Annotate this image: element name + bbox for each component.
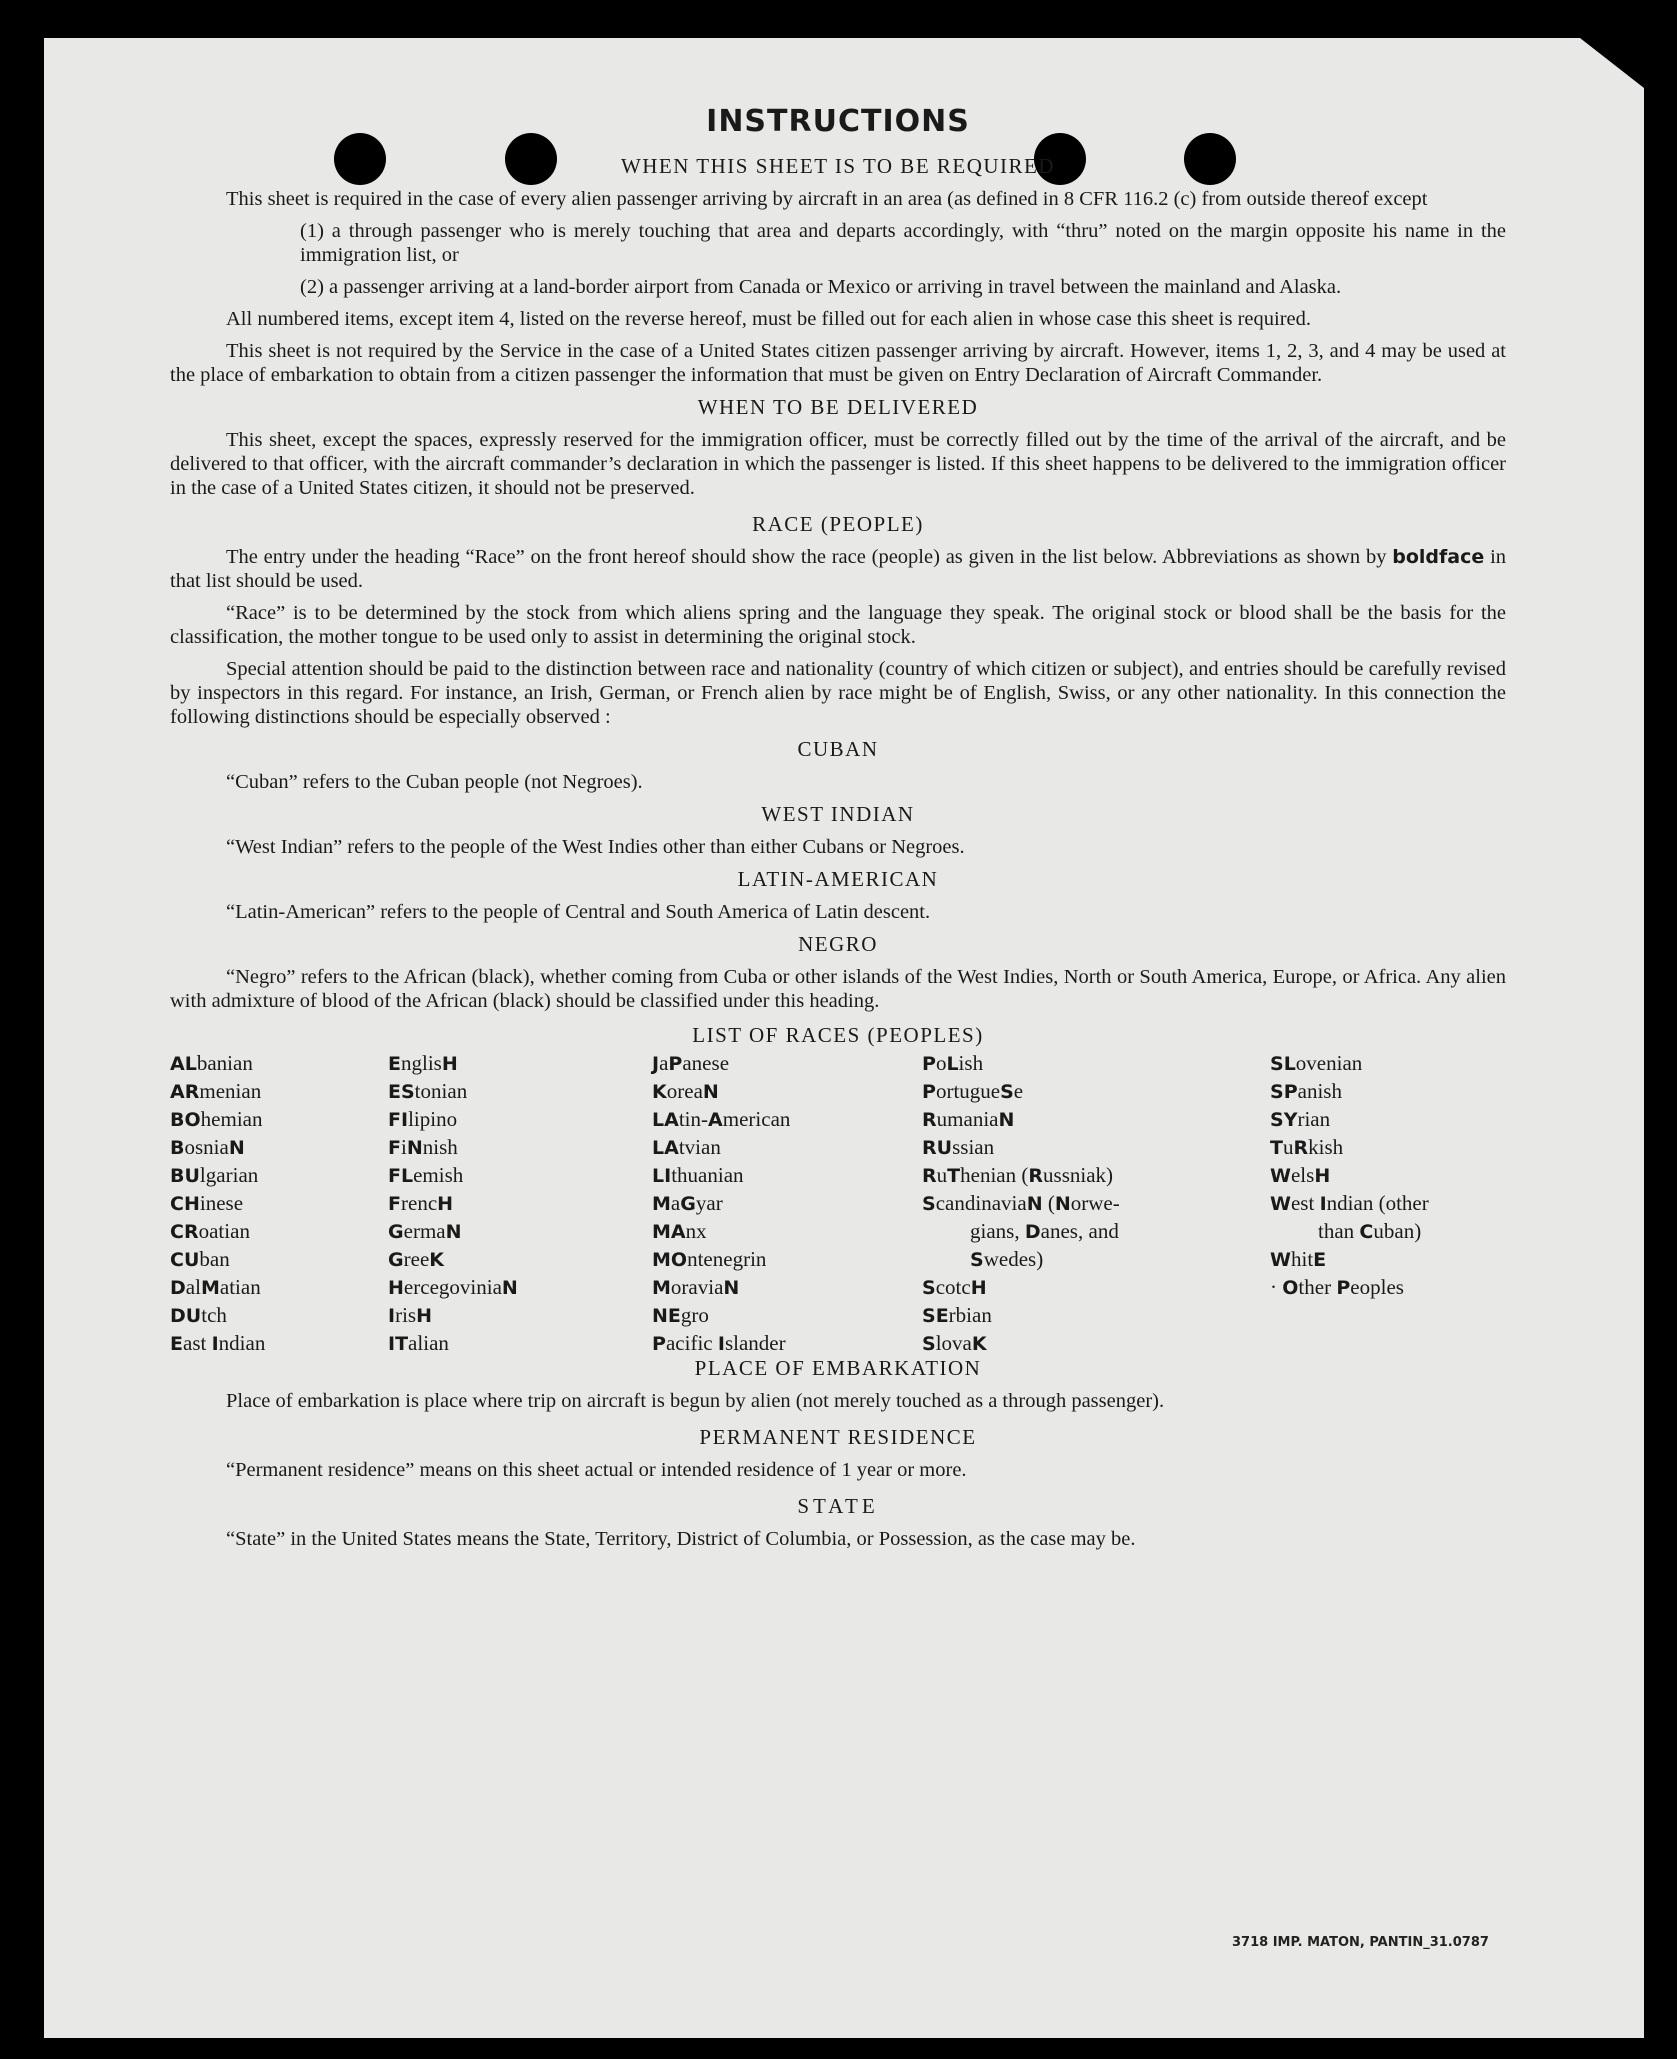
race-entry: CUban <box>170 1247 230 1271</box>
list-item: (1) a through passenger who is merely touching that area and departs accordingly, with “thru” noted on the margin opposite his name in the immigration list, or <box>300 220 1506 266</box>
boldface-word: boldface <box>1392 546 1485 568</box>
race-entry: DalMatian <box>170 1275 261 1299</box>
list-item: (2) a passenger arriving at a land-border airport from Canada or Mexico or arriving in travel between the mainland and Alaska. <box>300 276 1342 298</box>
race-entry: SLovenian <box>1270 1051 1363 1075</box>
race-entry: PortugueSe <box>922 1079 1024 1103</box>
race-entry: IrisH <box>388 1303 433 1327</box>
paragraph: This sheet, except the spaces, expressly reserved for the immigration officer, must be correctly filled out by the time of the arrival of the aircraft, and be delivered to that officer, with the aircraft commander’s declaration in which the passenger is listed. If this sheet happens to be delivered to the immigration officer in the case of a United States citizen, it should not be preserved. <box>170 429 1506 499</box>
paragraph: “State” in the United States means the State, Territory, District of Columbia, or Possession, as the case may be. <box>226 1528 1136 1550</box>
paragraph: “Cuban” refers to the Cuban people (not Negroes). <box>226 771 643 793</box>
heading-state: STATE <box>797 1494 879 1518</box>
race-entry: SErbian <box>922 1303 992 1327</box>
race-entry: ScandinaviaN (Norwe- <box>922 1191 1120 1215</box>
heading-negro: NEGRO <box>798 932 878 956</box>
race-entry: GreeK <box>388 1247 444 1271</box>
race-entry: FIlipino <box>388 1107 458 1131</box>
race-entry: KoreaN <box>652 1079 719 1103</box>
race-entry: LAtvian <box>652 1135 721 1159</box>
heading-west-indian: WEST INDIAN <box>761 802 915 826</box>
race-entry: MoraviaN <box>652 1275 740 1299</box>
race-entry: EStonian <box>388 1079 468 1103</box>
printer-imprint: 3718 IMP. MATON, PANTIN_31.0787 <box>1232 1935 1489 1950</box>
race-entry: MAnx <box>652 1219 707 1243</box>
race-entry: ALbanian <box>170 1051 253 1075</box>
race-entry: DUtch <box>170 1303 227 1327</box>
races-list <box>170 1050 1506 1355</box>
race-entry: ScotcH <box>922 1275 987 1299</box>
race-entry: CRoatian <box>170 1219 250 1243</box>
race-entry: East Indian <box>170 1331 266 1355</box>
races-column <box>922 1050 1120 1358</box>
heading-embarkation: PLACE OF EMBARKATION <box>694 1356 982 1380</box>
race-entry: RuThenian (Russniak) <box>922 1163 1114 1187</box>
heading-cuban: CUBAN <box>797 737 879 761</box>
paragraph: This sheet is not required by the Service in the case of a United States citizen passenger arriving by aircraft. However, items 1, 2, 3, and 4 may be used at the place of embarkation to obtain from a citizen passenger the information that must be given on Entry Declaration of Aircraft Commander. <box>170 340 1506 386</box>
heading-residence: PERMANENT RESIDENCE <box>699 1425 977 1449</box>
race-entry: EnglisH <box>388 1051 458 1075</box>
paragraph <box>170 545 1506 593</box>
race-entry: FrencH <box>388 1191 454 1215</box>
race-entry: FLemish <box>388 1163 464 1187</box>
paragraph: All numbered items, except item 4, listed on the reverse hereof, must be filled out for each alien in whose case this sheet is required. <box>226 308 1312 330</box>
paragraph: “Race” is to be determined by the stock from which aliens spring and the language they speak. The original stock or blood shall be the basis for the classification, the mother tongue to be used only to assist in determining the original stock. <box>170 602 1506 648</box>
heading-list-of-races: LIST OF RACES (PEOPLES) <box>692 1023 984 1047</box>
race-entry: WhitE <box>1270 1247 1327 1271</box>
race-entry: West Indian (other <box>1270 1191 1429 1215</box>
race-entry: RumaniaN <box>922 1107 1015 1131</box>
race-entry: SYrian <box>1270 1107 1331 1131</box>
race-entry: HercegoviniaN <box>388 1275 518 1299</box>
race-entry: FiNnish <box>388 1135 458 1159</box>
race-entry: PoLish <box>922 1051 984 1075</box>
race-entry: ARmenian <box>170 1079 262 1103</box>
heading-when-delivered: WHEN TO BE DELIVERED <box>697 395 979 419</box>
race-entry: than Cuban) <box>1318 1219 1422 1243</box>
page-title: INSTRUCTIONS <box>706 104 970 139</box>
race-entry: Pacific Islander <box>652 1331 786 1355</box>
race-entry: Swedes) <box>970 1247 1044 1271</box>
races-column <box>652 1050 790 1358</box>
paragraph: Place of embarkation is place where trip on aircraft is begun by alien (not merely touched as a through passenger). <box>226 1390 1165 1412</box>
text: The entry under the heading “Race” on the front hereof should show the race (people) as given in the list below. Abbreviations as shown by <box>226 546 1387 568</box>
race-entry: RUssian <box>922 1135 995 1159</box>
race-entry: · Other Peoples <box>1270 1275 1404 1299</box>
race-entry: JaPanese <box>652 1051 730 1075</box>
race-entry: TuRkish <box>1270 1135 1344 1159</box>
race-entry: MOntenegrin <box>652 1247 767 1271</box>
race-entry: SPanish <box>1270 1079 1342 1103</box>
race-entry: BUlgarian <box>170 1163 259 1187</box>
heading-when-required: WHEN THIS SHEET IS TO BE REQUIRED <box>620 154 1056 178</box>
race-entry: ITalian <box>388 1331 449 1355</box>
race-entry: BOhemian <box>170 1107 263 1131</box>
heading-latin-american: LATIN-AMERICAN <box>737 867 939 891</box>
race-entry: SlovaK <box>922 1331 987 1355</box>
race-entry: LAtin-American <box>652 1107 791 1131</box>
races-column <box>388 1050 518 1358</box>
paragraph: “Negro” refers to the African (black), whether coming from Cuba or other islands of the West Indies, North or South America, Europe, or Africa. Any alien with admixture of blood of the African (black) should be classified under this heading. <box>170 966 1506 1012</box>
document-body <box>170 104 1506 1559</box>
heading-race: RACE (PEOPLE) <box>752 512 924 536</box>
race-entry: LIthuanian <box>652 1163 744 1187</box>
race-entry: WelsH <box>1270 1163 1331 1187</box>
race-entry: GermaN <box>388 1219 462 1243</box>
paragraph: “Permanent residence” means on this sheet actual or intended residence of 1 year or more. <box>226 1459 967 1481</box>
race-entry: gians, Danes, and <box>970 1219 1119 1243</box>
races-column <box>170 1050 265 1358</box>
race-entry: BosniaN <box>170 1135 245 1159</box>
paragraph: “Latin-American” refers to the people of Central and South America of Latin descent. <box>226 901 931 923</box>
race-entry: MaGyar <box>652 1191 723 1215</box>
race-entry: CHinese <box>170 1191 244 1215</box>
text: in that list should be used. <box>170 546 1507 592</box>
paragraph: Special attention should be paid to the distinction between race and nationality (country of which citizen or subject), and entries should be carefully revised by inspectors in this regard. For instance, an Irish, German, or French alien by race might be of English, Swiss, or any other nationality. In this connection the following distinctions should be especially observed : <box>170 658 1506 728</box>
race-entry: NEgro <box>652 1303 709 1327</box>
paragraph: “West Indian” refers to the people of the West Indies other than either Cubans or Negroes. <box>226 836 965 858</box>
paragraph: This sheet is required in the case of every alien passenger arriving by aircraft in an area (as defined in 8 CFR 116.2 (c) from outside thereof except <box>226 188 1428 210</box>
races-column <box>1270 1050 1429 1302</box>
